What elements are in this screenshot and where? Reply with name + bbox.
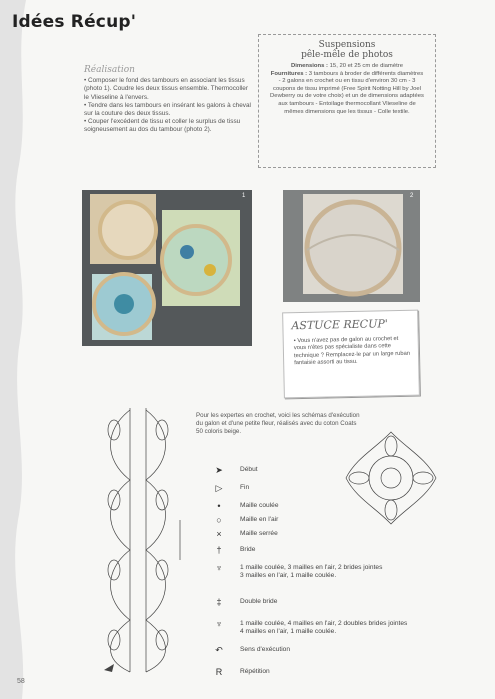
realisation-step-3: • Couper l'excédent de tissu et coller le surplus de tissu soigneusement au dos du tambour (photo 2). (84, 118, 241, 134)
realisation-step-1: • Composer le fond des tambours en associant les tissus (photo 1). Coudre les deux tissus ensemble. Thermocoller le Vlieseline à l'envers. (84, 77, 248, 101)
supplies-title-line1: Suspensions (318, 40, 376, 50)
tip-body: • Vous n'avez pas de galon au crochet et vous n'êtes pas spécialiste dans cette technique ? Remplacez-le par un large ruban fantaisie assorti au tissu. (293, 336, 411, 367)
start-arrow-icon: ➤ (215, 465, 223, 475)
single-crochet-icon: × (216, 529, 222, 539)
chain-stitch-icon: ○ (216, 515, 222, 525)
end-arrow-icon: ▷ (215, 483, 223, 493)
lace-band-chart (84, 400, 194, 680)
fournitures-value: 3 tambours à broder de différents diamètres - 2 galons en crochet ou en tissu d'environ 30 cm - 3 coupons de tissu imprimé (Free Spirit Notting Hill by Joel Dewberry ou de votre choix) et un de dimensions adaptées aux tambours - Entoilage thermocollant Vlieseline de mêmes dimensions que les tissus - Colle textile. (270, 70, 424, 115)
section-title: Idées Récup' (12, 12, 137, 32)
magazine-page: Idées Récup' Réalisation • Composer le fond des tambours en associant les tissus (photo 1). Coudre les deux tissus ensemble. Thermocoller le Vlieseline à l'envers. • Tendre dans les tambours en insérant les galons à cheval sur la couture des deux tissus. • Couper l'excédent de tissu et coller le surplus de tissu soigneusement au dos du tambour (photo 2). Suspensions pêle-mêle de photos Dimensions : 15, 20 et 25 cm de diamètre Fournitures : 3 tambours à broder de différents diamètres - 2 galons en crochet ou en tissu d'environ 30 cm - 3 coupons de tissu imprimé (Free Spirit Notting Hill by Joel Dewberry ou de votre choix) et un de dimensions adaptées aux tambours - Entoilage thermocollant Vlieseline de mêmes dimensions que les tissus - Colle textile. 1 2 ASTUCE RECUP' • Vous n'avez pas de galon au crochet et vous n'êtes pas spécialiste dans cette technique ? Remplacez-le par un large ruban fantaisie assorti au tissu. Pour les expertes en crochet, voici les schémas d'exécution du galon et d'une petite fleur, réalisés avec du coton Coats 50 coloris beige. ➤ Début ▷ Fin • Maille coulée ○ Maille en l'air × Maille serrée † Bride ♆ 1 maille coulée, 3 mailles en l'air, 2 brides jointes 3 mailles en l'air, 1 maille coulée. ‡ Double bride ♆ 1 maille coulée, 4 mailles en l'air, 2 doubles brides jointes 4 mailles en l'air, 1 maille coulée. ↶ Sens d'exécution R Répétition 58 (0, 0, 495, 699)
photo-hoop-back (283, 190, 420, 302)
realisation-title: Réalisation (84, 65, 135, 75)
supplies-title-line2: pêle-mêle de photos (301, 50, 393, 60)
treble-icon: † (216, 545, 222, 555)
page-number: 58 (17, 678, 25, 685)
supplies-body (269, 63, 425, 116)
realisation-step-2: • Tendre dans les tambours en insérant les galons à cheval sur la couture des deux tissus. (84, 101, 251, 118)
dimensions-label: Dimensions : (291, 63, 328, 69)
photo-number-2: 2 (410, 193, 414, 199)
direction-arrow-icon: ↶ (215, 645, 223, 655)
cluster-icon: ♆ (215, 563, 223, 573)
double-treble-icon: ‡ (216, 597, 222, 607)
supplies-box (258, 34, 436, 168)
fournitures-label: Fournitures : (270, 70, 308, 77)
slip-stitch-icon: • (217, 501, 221, 511)
double-cluster-icon: ♆ (215, 619, 223, 629)
supplies-title (259, 40, 435, 60)
tip-title: ASTUCE RECUP' (291, 317, 388, 333)
photo-fabric-hoops (82, 190, 252, 346)
photo-number-1: 1 (242, 193, 246, 199)
repeat-icon: R (215, 667, 223, 677)
dimensions-value: 15, 20 et 25 cm de diamètre (328, 63, 403, 69)
tip-box (282, 310, 420, 399)
decorative-wave-border (0, 0, 34, 699)
realisation-section (84, 66, 252, 135)
crochet-intro: Pour les expertes en crochet, voici les schémas d'exécution du galon et d'une petite fleur, réalisés avec du coton Coats 50 coloris beige. (196, 412, 360, 435)
